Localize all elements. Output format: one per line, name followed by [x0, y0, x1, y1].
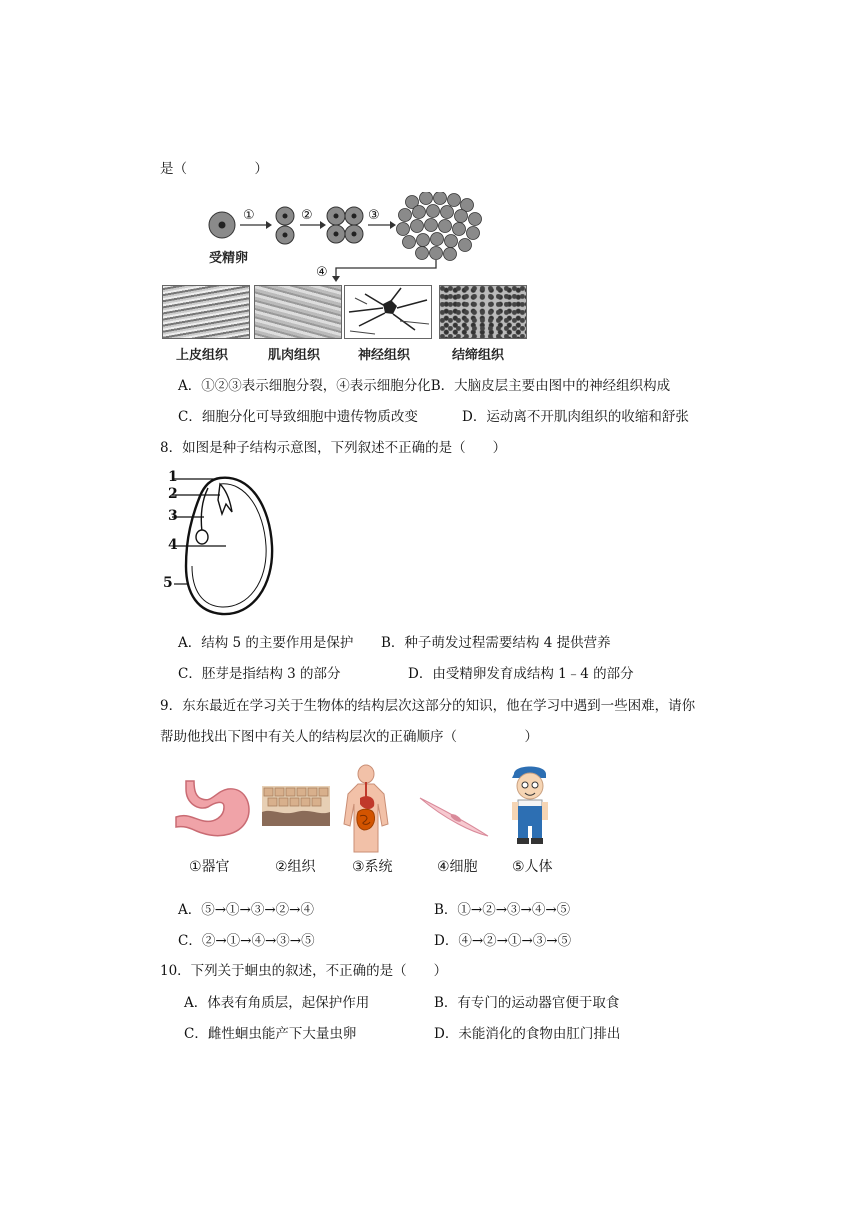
cell-mass [397, 192, 482, 261]
q7-option-c: C．细胞分化可导致细胞中遗传物质改变 [178, 409, 418, 425]
two-cell-stage [276, 207, 294, 244]
caption-human-body: ⑤人体 [512, 859, 553, 875]
muscle-cell-image [416, 792, 492, 842]
q9-stem-line1: 9．东东最近在学习关于生物体的结构层次这部分的知识，他在学习中遇到一些困难，请你 [160, 698, 696, 714]
q7-options-ab: A．①②③表示细胞分裂，④表示细胞分化B．大脑皮层主要由图中的神经组织构成 [178, 378, 671, 394]
seed-structure-diagram [160, 466, 285, 621]
zygote-cell [209, 212, 235, 238]
q9-stem-line2: 帮助他找出下图中有关人的结构层次的正确顺序（ ） [160, 729, 538, 745]
step-4-label: ④ [316, 265, 328, 280]
q8-option-a: A．结构 5 的主要作用是保护 [178, 635, 354, 651]
zygote-label: 受精卵 [209, 251, 249, 266]
step-1-label: ① [243, 208, 255, 223]
tissue-caption-epithelial: 上皮组织 [176, 348, 229, 363]
q9-option-c: C．②→①→④→③→⑤ [178, 933, 315, 949]
q10-option-a: A．体表有角质层，起保护作用 [184, 995, 370, 1011]
nerve-tissue-image [344, 285, 432, 339]
tissue-caption-connective: 结缔组织 [452, 348, 505, 363]
tissue-caption-muscle: 肌肉组织 [268, 348, 321, 363]
q8-option-c: C．胚芽是指结构 3 的部分 [178, 666, 341, 682]
cell-division-diagram [200, 192, 500, 282]
q10-option-c: C．雌性蛔虫能产下大量虫卵 [184, 1026, 357, 1042]
seed-label-1: 1 [168, 469, 178, 485]
caption-tissue: ②组织 [275, 859, 316, 875]
muscle-tissue-image [254, 285, 342, 339]
tissue-image [262, 786, 330, 826]
q10-stem: 10．下列关于蛔虫的叙述，不正确的是（ ） [160, 963, 448, 979]
caption-cell: ④细胞 [437, 859, 478, 875]
stomach-image [172, 777, 254, 842]
epithelial-tissue-image [162, 285, 250, 339]
q9-option-d: D．④→②→①→③→⑤ [434, 933, 572, 949]
seed-label-2: 2 [168, 486, 178, 502]
step-3-label: ③ [368, 208, 380, 223]
four-cell-stage [327, 207, 363, 243]
q9-option-a: A．⑤→①→③→②→④ [178, 902, 314, 918]
step-2-label: ② [301, 208, 313, 223]
caption-system: ③系统 [352, 859, 393, 875]
q8-option-b: B．种子萌发过程需要结构 4 提供营养 [381, 635, 611, 651]
digestive-system-image [336, 764, 396, 854]
seed-label-3: 3 [168, 508, 178, 524]
tissue-caption-nerve: 神经组织 [358, 348, 411, 363]
seed-label-5: 5 [163, 575, 173, 591]
seed-label-4: 4 [168, 537, 178, 553]
q10-option-d: D．未能消化的食物由肛门排出 [434, 1026, 621, 1042]
human-cartoon-image [506, 762, 554, 854]
q7-stem-tail: 是（ ） [160, 161, 268, 177]
caption-organ: ①器官 [189, 859, 230, 875]
q8-option-d: D．由受精卵发育成结构 1﹣4 的部分 [408, 666, 634, 682]
q10-option-b: B．有专门的运动器官便于取食 [434, 995, 620, 1011]
connective-tissue-image [439, 285, 527, 339]
q9-option-b: B．①→②→③→④→⑤ [434, 902, 571, 918]
q7-option-d: D．运动离不开肌肉组织的收缩和舒张 [462, 409, 689, 425]
q8-stem: 8．如图是种子结构示意图，下列叙述不正确的是（ ） [160, 440, 507, 456]
